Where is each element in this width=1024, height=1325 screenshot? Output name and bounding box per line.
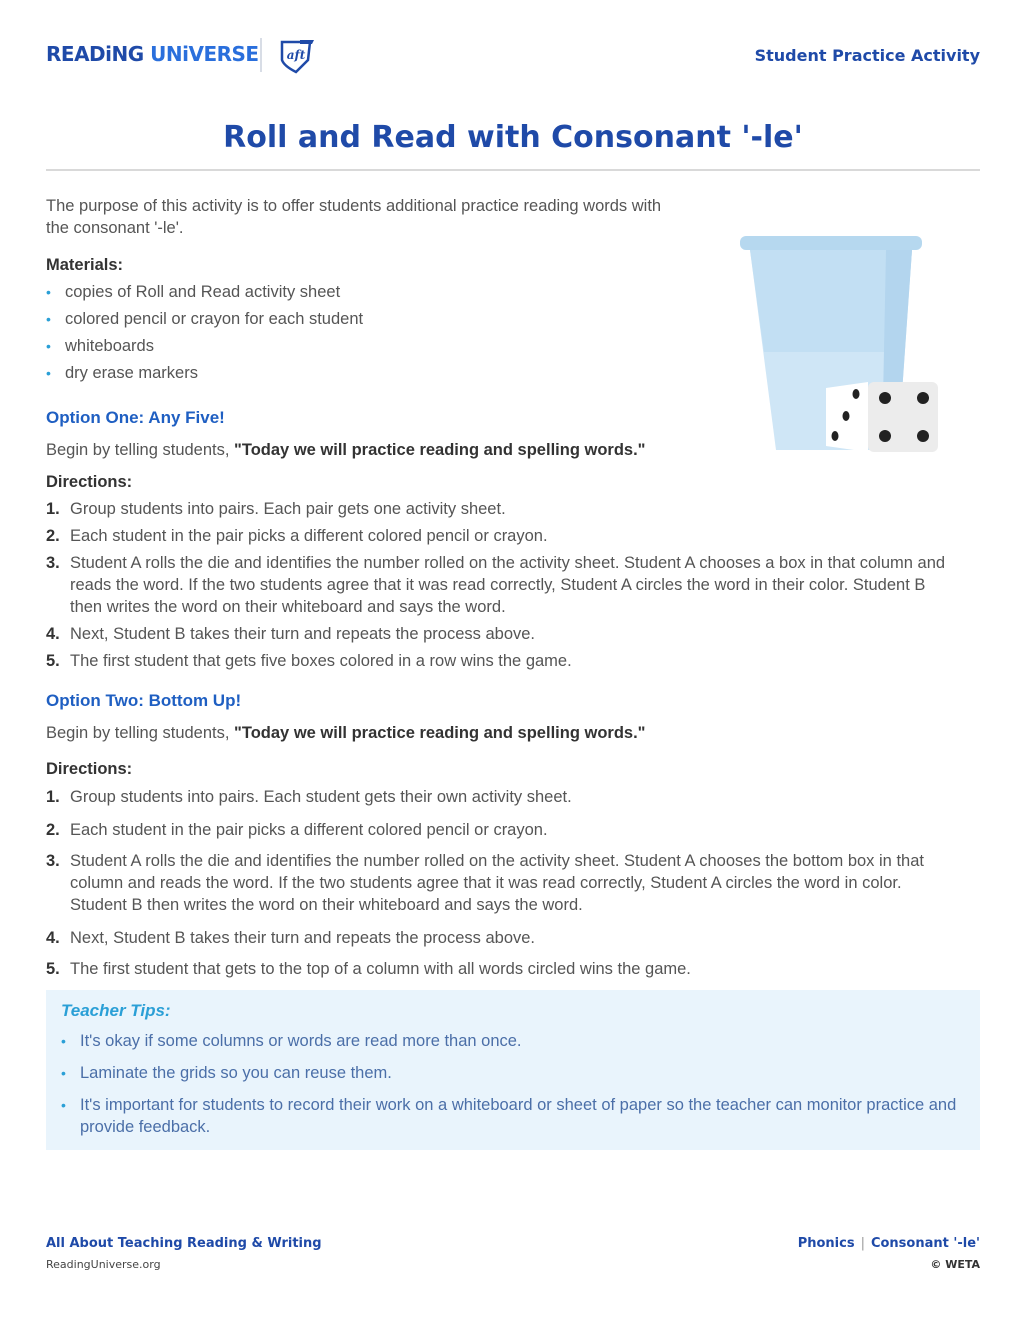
step-number: 5. xyxy=(46,652,60,670)
svg-text:aft: aft xyxy=(286,48,306,62)
step-number: 2. xyxy=(46,821,60,839)
list-item xyxy=(46,552,956,618)
begin-quote: "Today we will practice reading and spelling words." xyxy=(234,724,646,742)
option-two-steps xyxy=(46,786,956,980)
step-text: Next, Student B takes their turn and repeats the process above. xyxy=(70,929,536,947)
list-item: • colored pencil or crayon for each student xyxy=(46,308,946,335)
step-number: 3. xyxy=(46,554,60,572)
list-item xyxy=(46,819,956,841)
option-one-intro xyxy=(46,441,645,460)
footer-copyright: © WETA xyxy=(930,1258,980,1271)
reading-universe-logo[interactable] xyxy=(46,42,259,66)
list-item xyxy=(46,958,956,980)
option-two-intro xyxy=(46,724,645,743)
option-two-heading: Option Two: Bottom Up! xyxy=(46,691,242,710)
logo-divider xyxy=(260,38,262,72)
step-text: Group students into pairs. Each pair gets one activity sheet. xyxy=(70,500,506,518)
begin-quote: "Today we will practice reading and spelling words." xyxy=(234,441,646,459)
step-number: 2. xyxy=(46,527,60,545)
step-text: Each student in the pair picks a different colored pencil or crayon. xyxy=(70,527,548,545)
list-item: • Laminate the grids so you can reuse them. xyxy=(61,1062,961,1084)
materials-label: Materials: xyxy=(46,256,124,274)
step-text: Next, Student B takes their turn and repeats the process above. xyxy=(70,625,536,643)
list-item: • It's important for students to record their work on a whiteboard or sheet of paper so the teacher can monitor practice and provide feedback. xyxy=(61,1094,961,1138)
step-text: Each student in the pair picks a different colored pencil or crayon. xyxy=(70,821,548,839)
footer-link-consonant-le[interactable]: Consonant '-le' xyxy=(870,1236,980,1251)
title-divider xyxy=(46,169,980,171)
step-number: 1. xyxy=(46,500,60,518)
list-item xyxy=(46,850,956,916)
teacher-tips-heading: Teacher Tips: xyxy=(61,1001,171,1020)
step-number: 4. xyxy=(46,929,60,947)
footer-title[interactable]: All About Teaching Reading & Writing xyxy=(46,1236,322,1251)
list-item: • It's okay if some columns or words are read more than once. xyxy=(61,1030,961,1052)
begin-text: Begin by telling students, xyxy=(46,724,235,742)
brand-part1: READiNG xyxy=(46,42,151,66)
footer-breadcrumb xyxy=(798,1236,980,1251)
step-number: 3. xyxy=(46,852,60,870)
step-number: 4. xyxy=(46,625,60,643)
step-text: Student A rolls the die and identifies the number rolled on the activity sheet. Student A chooses a box in that column and reads the word. If the two students agree that it was read correctly, Student A circles the word in their color. Student B then writes the word on their whiteboard and says the word. xyxy=(70,554,946,616)
step-text: Student A rolls the die and identifies the number rolled on the activity sheet. Student A chooses the bottom box in that column and reads the word. If the two students agree that it was read correctly, Student A circles the word in color. Student B then writes the word on their whiteboard and says the word. xyxy=(70,852,924,914)
begin-text: Begin by telling students, xyxy=(46,441,235,459)
intro-paragraph: The purpose of this activity is to offer students additional practice reading words with the consonant '-le'. xyxy=(46,197,662,237)
list-item xyxy=(46,927,956,949)
page-title: Roll and Read with Consonant '-le' xyxy=(223,120,803,155)
list-item xyxy=(46,786,956,808)
list-item: • dry erase markers xyxy=(46,362,946,389)
list-item: • whiteboards xyxy=(46,335,946,362)
teacher-tips-list xyxy=(61,1030,961,1148)
option-two-directions-label: Directions: xyxy=(46,760,133,778)
footer-separator: | xyxy=(860,1236,865,1251)
footer-link-phonics[interactable]: Phonics xyxy=(797,1236,855,1251)
step-number: 5. xyxy=(46,960,60,978)
step-text: The first student that gets five boxes colored in a row wins the game. xyxy=(70,652,572,670)
footer-left xyxy=(46,1236,322,1271)
materials-list xyxy=(46,281,946,389)
list-item xyxy=(46,650,956,672)
aft-shield-icon xyxy=(276,38,316,74)
option-one-steps xyxy=(46,498,956,672)
header-activity-label: Student Practice Activity xyxy=(754,46,980,65)
step-number: 1. xyxy=(46,788,60,806)
list-item: • copies of Roll and Read activity sheet xyxy=(46,281,946,308)
option-one-directions-label: Directions: xyxy=(46,473,133,491)
step-text: The first student that gets to the top of a column with all words circled wins the game. xyxy=(70,960,691,978)
footer-right xyxy=(798,1236,980,1271)
step-text: Group students into pairs. Each student gets their own activity sheet. xyxy=(70,788,572,806)
brand-part2: UNiVERSE xyxy=(150,42,259,66)
list-item xyxy=(46,623,956,645)
list-item xyxy=(46,525,956,547)
footer-url[interactable]: ReadingUniverse.org xyxy=(46,1258,161,1271)
page-header xyxy=(46,36,980,76)
option-one-heading: Option One: Any Five! xyxy=(46,408,225,427)
list-item xyxy=(46,498,956,520)
teacher-tips-box xyxy=(46,990,980,1150)
